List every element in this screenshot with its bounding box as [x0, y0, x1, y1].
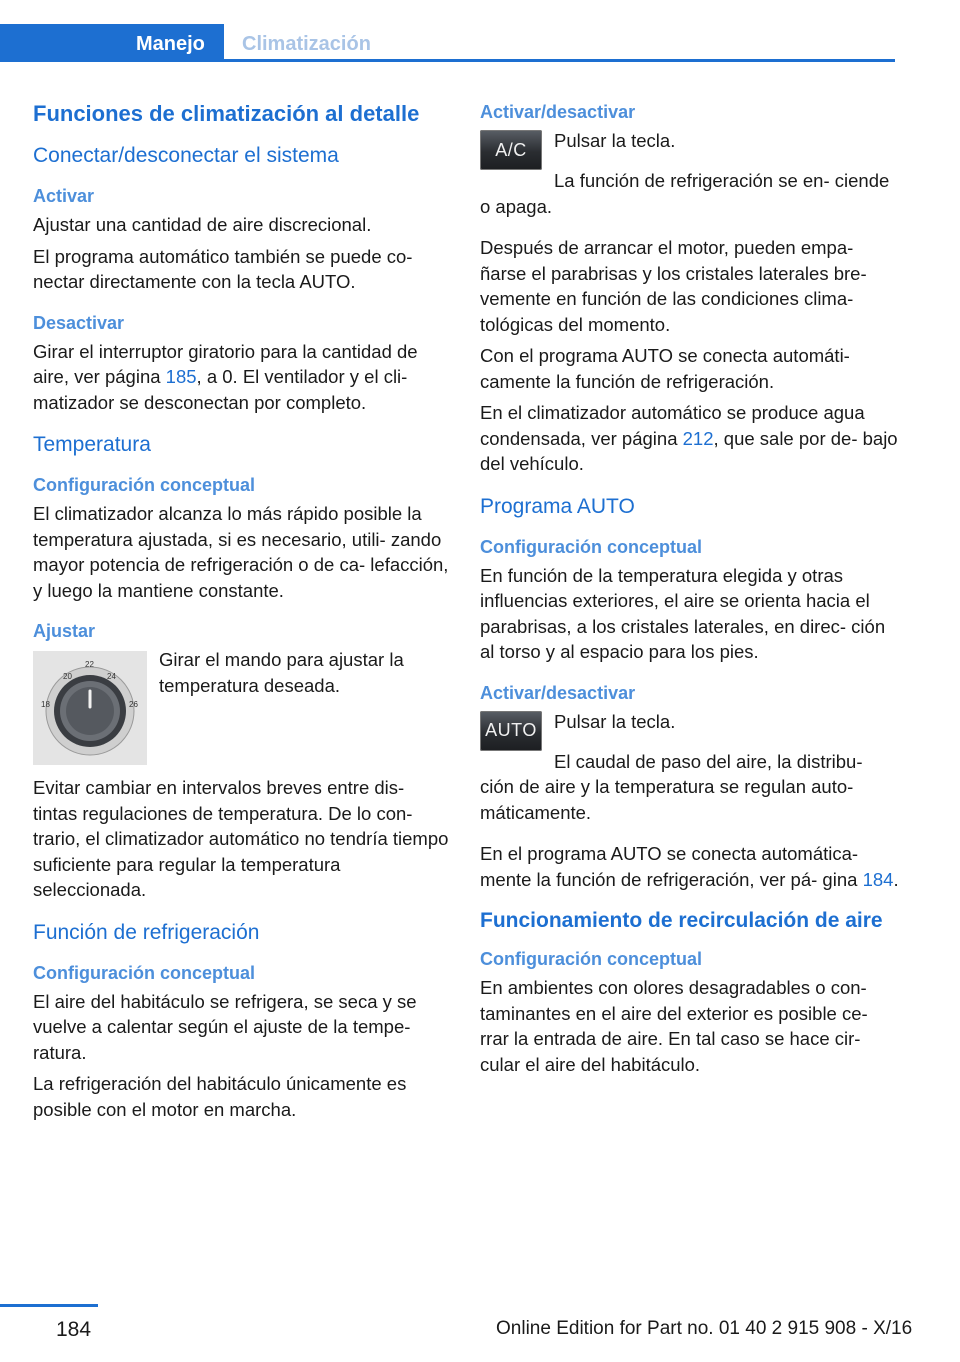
refrig-concept-paragraph-2: La refrigeración del habitáculo únicamente es posible con el motor en marcha.	[33, 1073, 407, 1120]
refrig-concept-paragraph-1: El aire del habitáculo se refrigera, se seca y se vuelve a calentar según el ajuste de la tempe‐ ratura.	[33, 990, 417, 1063]
activar-paragraph-2: El programa automático también se puede co‐ nectar directamente con la tecla AUTO.	[33, 245, 413, 292]
recirc-concept-paragraph: En ambientes con olores desagradables o con‐ taminantes en el aire del exterior es posible ce‐ rrar la entrada de aire. En tal caso se hace cir‐ cular el aire del habitáculo.	[480, 977, 868, 1075]
tab-manejo[interactable]: Manejo	[136, 33, 205, 55]
refrig-concept-heading: Configuración conceptual	[33, 962, 256, 983]
temperature-dial-image	[33, 651, 147, 765]
auto-concept-paragraph: En función de la temperatura elegida y otras influencias exteriores, el aire se orienta hacia el parabrisas, a los cristales laterales, en direc‐ ción al torso y al espacio para los pies.	[480, 564, 886, 662]
ajustar-row	[33, 647, 453, 765]
ajustar-paragraph: Girar el mando para ajustar la temperatura deseada.	[159, 649, 404, 696]
ac-paragraph-1: Pulsar la tecla.	[554, 130, 676, 151]
section-title: Funciones de climatización al detalle	[33, 101, 420, 126]
temp-concept-paragraph: El climatizador alcanza lo más rápido posible la temperatura ajustada, si es necesario, utili‐ zando mayor potencia de refrigeración o de ca‐ lefacción, y luego la mantiene constante.	[33, 503, 449, 601]
ac-paragraph-5: En el climatizador automático se produce agua condensada, ver página 212, que sale por de‐ bajo del vehículo.	[480, 402, 898, 474]
page-link-185[interactable]: 185	[165, 366, 197, 387]
recirc-concept-heading: Configuración conceptual	[480, 949, 703, 969]
auto-paragraph-3: En el programa AUTO se conecta automática‐ mente la función de refrigeración, ver pá‐ gina 184.	[480, 843, 899, 890]
desactivar-paragraph: Girar el interruptor giratorio para la cantidad de aire, ver página 185, a 0. El ventilador y el cli‐ matizador se desconectan por completo.	[33, 340, 418, 413]
left-column	[33, 100, 453, 1128]
tab-climatizacion[interactable]: Climatización	[242, 33, 371, 55]
page-link-212[interactable]: 212	[682, 427, 714, 449]
auto-key-row	[480, 709, 900, 751]
edition-text: Online Edition for Part no. 01 40 2 915 908 - X/16	[496, 1318, 913, 1339]
ac-key-icon: A/C	[480, 130, 542, 170]
auto-paragraph-2: El caudal de paso del aire, la distribu‐ ción de aire y la temperatura se regulan auto‐ máticamente.	[480, 750, 863, 823]
ac-paragraph-3: Después de arrancar el motor, pueden empa‐ ñarse el parabrisas y los cristales laterales bre‐ vemente en función de las condiciones clima‐ tológicas del momento.	[480, 237, 867, 335]
dial-label-26: 26	[129, 700, 138, 709]
dial-label-24: 24	[107, 672, 116, 681]
auto-act-heading: Activar/desactivar	[480, 682, 636, 703]
system-heading: Conectar/desconectar el sistema	[33, 144, 339, 167]
desactivar-heading: Desactivar	[33, 312, 125, 333]
recirculacion-heading: Funcionamiento de recirculación de aire	[480, 909, 883, 932]
dial-label-18: 18	[41, 700, 50, 709]
ac-paragraph-4: Con el programa AUTO se conecta automáti‐ camente la función de refrigeración.	[480, 345, 850, 392]
ajustar-heading: Ajustar	[33, 621, 96, 641]
activar-paragraph-1: Ajustar una cantidad de aire discrecional.	[33, 214, 372, 235]
footer-rule	[0, 1304, 98, 1307]
page-number: 184	[56, 1318, 92, 1341]
temperatura-heading: Temperatura	[33, 433, 151, 456]
temp-concept-heading: Configuración conceptual	[33, 475, 256, 495]
dial-label-20: 20	[63, 672, 72, 681]
page-link-184[interactable]: 184	[862, 868, 894, 890]
auto-heading: Programa AUTO	[480, 494, 635, 518]
right-column	[480, 100, 900, 1083]
ac-paragraph-2: La función de refrigeración se en‐ ciende o apaga.	[480, 170, 890, 217]
auto-paragraph-1: Pulsar la tecla.	[554, 710, 676, 732]
dial-label-22: 22	[85, 660, 94, 669]
ac-key-row	[480, 128, 900, 170]
auto-concept-heading: Configuración conceptual	[480, 536, 703, 557]
ac-heading: Activar/desactivar	[480, 102, 636, 122]
refrigeracion-heading: Función de refrigeración	[33, 920, 260, 944]
activar-heading: Activar	[33, 186, 95, 206]
header-rule	[224, 59, 895, 62]
auto-key-icon: AUTO	[480, 711, 542, 751]
evitar-paragraph: Evitar cambiar en intervalos breves entre dis‐ tintas regulaciones de temperatura. De lo con‐ trario, el climatizador automático no tendría tiempo suficiente para regular la temperatura seleccionada.	[33, 777, 449, 900]
